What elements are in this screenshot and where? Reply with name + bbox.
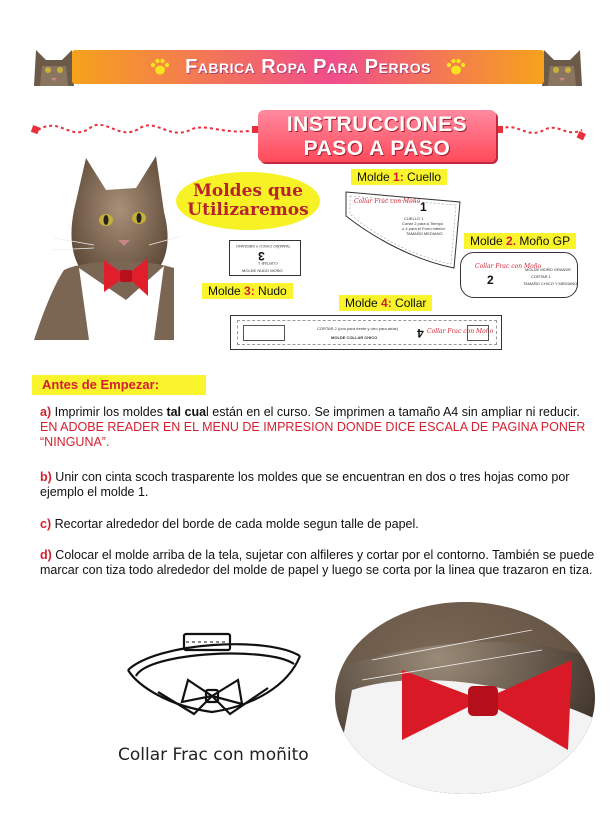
paw-icon [445, 57, 467, 77]
moldes-heading-line-1: Moldes que [193, 181, 303, 201]
step-c: c) Recortar alrededor del borde de cada molde segun talle de papel. [40, 517, 419, 531]
molde-4-label: Molde 4: Collar [339, 295, 432, 311]
banner-title: Fabrica Ropa Para Perros [185, 55, 431, 78]
step-b: b) Unir con cinta scoch trasparente los moldes que se encuentran en dos o tres hojas como por ejemplo el molde 1. [40, 470, 570, 499]
moldes-heading-line-2: Utilizaremos [187, 200, 309, 220]
paw-icon [149, 57, 171, 77]
step-d: d) Colocar el molde arriba de la tela, sujetar con alfileres y cortar por el contorno. También se puede marcar con tiza todo alrededor del molde de papel y luego se corta por la linea que trazaron en tiza. [40, 548, 595, 577]
collar-drawing [118, 622, 308, 732]
antes-heading: Antes de Empezar: [32, 375, 206, 395]
instructions-heading [258, 110, 496, 162]
moldes-oval-heading [176, 172, 320, 230]
heading-line-2: PASO A PASO [303, 137, 451, 160]
molde-1-label: Molde 1: Cuello [351, 169, 447, 185]
cat-with-bow-photo [34, 150, 184, 340]
heading-line-1: INSTRUCCIONES [286, 113, 468, 136]
molde-2-pattern: Collar Frac con Moño 2 MOLDE MOÑO GRANDE CORTAR 1 TAMAÑO CHICO Y MEDIANO [460, 252, 578, 298]
squiggle-decoration-left [30, 112, 262, 146]
molde-3-label: Molde 3: Nudo [202, 283, 293, 299]
molde-3-pattern: TAMAÑO CHICO Y MEDIANO 3 CORTAR 1 MOLDE NUDO MOÑO [229, 240, 301, 276]
cat-bow-closeup-photo [332, 600, 598, 796]
molde-1-pattern: Collar Frac con Moño 1 CUELLO 1 Cortar 2 para a Tiempo o 4 para el Forro interior TAMAÑO MEDIANO [344, 188, 462, 272]
step-a: a) Imprimir los moldes tal cual están en el curso. Se imprimen a tamaño A4 sin ampliar ni reducir. EN ADOBE READER EN EL MENU DE IMPRESION DONDE DICE ESCALA DE PAGINA PONER “NINGUNA”. [40, 405, 586, 449]
molde-4-pattern: CORTAR 2 (uno para frente y otro para atrás) MOLDE COLLAR CHICO 4 Collar Frac con Moño [230, 315, 502, 350]
molde-2-label: Molde 2. Moño GP [464, 233, 576, 249]
title-banner [72, 50, 544, 84]
collar-caption: Collar Frac con moñito [118, 745, 309, 765]
squiggle-decoration-right [496, 118, 588, 144]
